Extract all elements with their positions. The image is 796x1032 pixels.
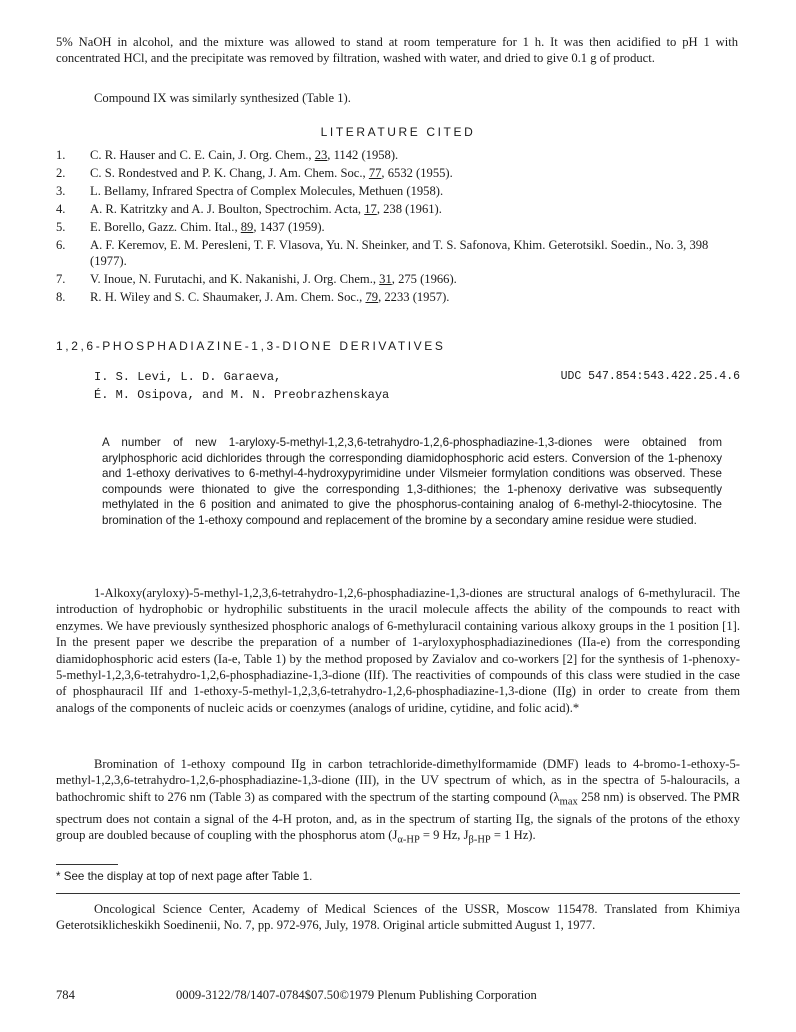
reference-citation: C. R. Hauser and C. E. Cain, J. Org. Chem., <box>90 148 315 162</box>
reference-volume: 17 <box>364 202 377 216</box>
reference-number: 3. <box>56 184 66 198</box>
reference-volume: 31 <box>379 272 392 287</box>
reference-volume: 23 <box>314 148 328 162</box>
reference-citation: C. S. Rondestved and P. K. Chang, J. Am. Chem. Soc., <box>90 166 369 180</box>
reference-item <box>56 237 746 270</box>
j-alpha-value: = 9 Hz, J <box>419 828 469 843</box>
reference-pages: , 2233 (1957). <box>378 290 450 305</box>
reference-number: 2. <box>56 166 66 180</box>
reference-citation: V. Inoue, N. Furutachi, and K. Nakanishi, J. Org. Chem., <box>90 272 380 287</box>
page-number: 784 <box>56 988 75 1002</box>
reference-pages: , 238 (1961). <box>376 202 442 216</box>
udc-code: UDC 547.854:543.422.25.4.6 <box>560 370 740 383</box>
author-block <box>94 368 389 404</box>
reference-number: 7. <box>56 272 66 287</box>
reference-volume: 89 <box>240 220 254 234</box>
reference-item <box>56 271 746 287</box>
reference-text <box>90 289 746 305</box>
abstract: A number of new 1-aryloxy-5-methyl-1,2,3,6-tetrahydro-1,2,6-phosphadiazine-1,3-diones were obtained from arylphosphoric acid dichlorides through the corresponding diamidophosphoric acid esters. Conversion of the 1-phenoxy and 1-ethoxy derivatives to 6-methyl-4-hydroxypyrimidine under Vilsmeier formylation conditions was observed. These compounds were thionated to give the corresponding 1,3-dithiones; the 1-phenoxy derivative was subsequently methylated in the 6 position and animated to give the phosphorus-containing analog of 6-methyl-2-thiocytosine. The bromination of the 1-ethoxy compound and replacement of the bromine by a secondary amine residue were studied. <box>102 436 722 527</box>
footnote: * See the display at top of next page after Table 1. <box>56 870 313 883</box>
reference-text <box>90 183 746 199</box>
reference-item <box>56 219 746 235</box>
reference-number: 4. <box>56 202 66 216</box>
reference-text <box>90 271 746 287</box>
reference-pages: , 6532 (1955). <box>381 166 453 180</box>
copyright-line: 0009-3122/78/1407-0784$07.50©1979 Plenum Publishing Corporation <box>176 988 537 1002</box>
authors-line-1: I. S. Levi, L. D. Garaeva, <box>94 370 282 384</box>
intro-paragraph: 5% NaOH in alcohol, and the mixture was allowed to stand at room temperature for 1 h. It was then acidified to pH 1 with concentrated HCl, and the precipitate was removed by filtration, washed with water, and dried to give 0.1 g of product. <box>56 35 738 66</box>
affiliation-rule <box>56 893 740 894</box>
reference-text <box>90 165 746 181</box>
reference-item <box>56 289 746 305</box>
reference-item <box>56 165 746 181</box>
reference-item <box>56 147 746 163</box>
reference-citation: L. Bellamy, Infrared Spectra of Complex Molecules, Methuen (1958). <box>90 184 444 198</box>
reference-number: 6. <box>56 238 66 252</box>
j-beta-subscript: β-HP <box>468 834 491 846</box>
reference-text <box>90 237 746 270</box>
j-beta-value: = 1 Hz). <box>490 828 536 843</box>
reference-item <box>56 183 746 199</box>
literature-cited-heading: LITERATURE CITED <box>320 125 476 139</box>
body-paragraph-1: 1-Alkoxy(aryloxy)-5-methyl-1,2,3,6-tetrahydro-1,2,6-phosphadiazine-1,3-diones are structural analogs of 6-methyluracil. The introduction of hydrophobic or hydrophilic substituents in the uracil molecule affects the ability of the compounds to react with enzymes. We have previously synthesized phosphoric analogs of 6-methyluracil containing various alkoxy groups in the 1 position [1]. In the present paper we describe the preparation of a number of 1-aryloxyphosphadiazinediones (IIa-e) from the corresponding diamidophosphoric acid esters (Ia-e, Table 1) by the method proposed by Zavialov and co-workers [2] for the synthesis of 1-phenoxy-5-methyl-1,2,3,6-tetrahydro-1,2,6-phosphadiazine-1,3-dione (IIf). The reactivities of compounds of this class were studied in the case of phosphauracil IIf and 1-ethoxy-5-methyl-1,2,3,6-tetrahydro-1,2,6-phosphadiazine-1,3-dione (IIg) in order to create from them analogs of the components of nucleic acids or coenzymes (analogs of uridine, cytidine, and folic acid).* <box>56 586 740 715</box>
reference-pages: , 275 (1966). <box>391 272 457 287</box>
reference-citation: R. H. Wiley and S. C. Shaumaker, J. Am. Chem. Soc., <box>90 290 366 305</box>
reference-number: 5. <box>56 220 66 234</box>
reference-number: 1. <box>56 148 66 162</box>
reference-text <box>90 147 746 163</box>
reference-volume: 79 <box>365 290 379 305</box>
reference-list <box>56 147 746 307</box>
reference-item <box>56 201 746 217</box>
reference-text <box>90 201 746 217</box>
affiliation-note: Oncological Science Center, Academy of Medical Sciences of the USSR, Moscow 115478. Translated from Khimiya Geterotsiklicheskikh Soedinenii, No. 7, pp. 972-976, July, 1978. Original article submitted August 1, 1977. <box>56 902 740 933</box>
article-title: 1,2,6-PHOSPHADIAZINE-1,3-DIONE DERIVATIVES <box>56 339 446 353</box>
body2-text-b: 258 nm) is observed. The PMR spectrum does not contain a signal of the 4-H proton, and, as in the spectrum of starting IIg, the signals of the protons of the ethoxy group are doubled because of coupling with the phosphorus atom (J <box>56 789 740 843</box>
reference-text <box>90 219 746 235</box>
authors-line-2: É. M. Osipova, and M. N. Preobrazhenskaya <box>94 388 390 402</box>
j-alpha-subscript: α-HP <box>397 834 420 846</box>
reference-citation: A. F. Keremov, E. M. Peresleni, T. F. Vlasova, Yu. N. Sheinker, and T. S. Safonova, Khim. Geterotsikl. Soedin., No. 3, 398 (1977). <box>90 238 709 269</box>
lambda-max-subscript: max <box>559 796 578 808</box>
reference-citation: A. R. Katritzky and A. J. Boulton, Spectrochim. Acta, <box>90 202 365 216</box>
reference-pages: , 1142 (1958). <box>327 148 399 162</box>
footnote-rule <box>56 864 118 865</box>
body-paragraph-2 <box>56 756 740 849</box>
body2-text-a: Bromination of 1-ethoxy compound IIg in carbon tetrachloride-dimethylformamide (DMF) leads to 4-bromo-1-ethoxy-5-methyl-1,2,3,6-tetrahydro-1,2,6-phosphadiazine-1,3-dione (III), in the UV spectrum of which, as in the spectra of 5-halouracils, a bathochromic shift to 276 nm (Table 3) as compared with the spectrum of the starting compound (λ <box>56 757 740 804</box>
reference-number: 8. <box>56 290 66 305</box>
reference-pages: , 1437 (1959). <box>253 220 325 234</box>
compound-ix-sentence: Compound IX was similarly synthesized (Table 1). <box>94 91 351 105</box>
reference-volume: 77 <box>368 166 382 180</box>
reference-citation: E. Borello, Gazz. Chim. Ital., <box>90 220 241 234</box>
